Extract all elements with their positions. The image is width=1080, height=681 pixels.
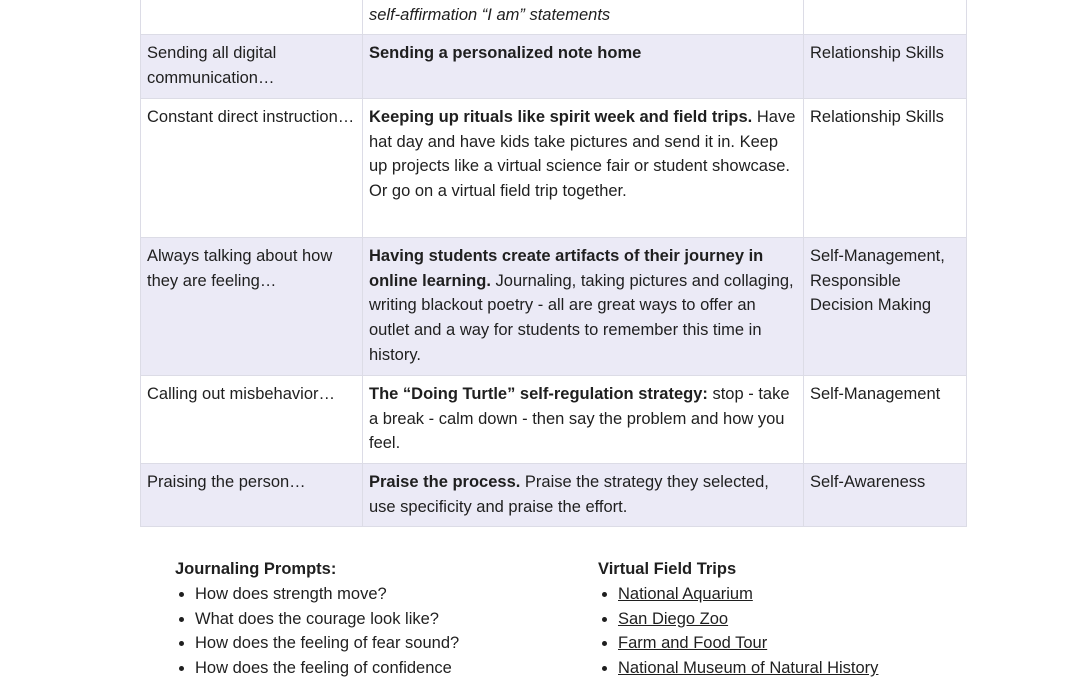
strategy-cell: [363, 98, 804, 237]
table-row: [141, 98, 967, 237]
behavior-cell: Calling out misbehavior…: [141, 375, 363, 463]
list-item: [618, 631, 878, 656]
strategy-title: Having students create artifacts of their journey in online learning.: [369, 246, 764, 290]
strategy-text: stop - take a break - calm down - then say the problem and how you feel.: [369, 384, 790, 453]
virtual-field-trips-section: [598, 557, 878, 681]
table-row: [141, 34, 967, 98]
farm-food-tour-link[interactable]: Farm and Food Tour: [618, 634, 768, 653]
natural-history-museum-link[interactable]: National Museum of Natural History: [618, 659, 879, 678]
virtual-field-trips-list: [598, 582, 878, 681]
strategy-italic: self-affirmation “I am” statements: [369, 6, 611, 24]
national-aquarium-link[interactable]: National Aquarium: [618, 584, 753, 603]
behavior-cell: Always talking about how they are feeling…: [141, 237, 363, 375]
competency-cell: Relationship Skills: [804, 98, 967, 237]
list-item: • How does the feeling of confidence: [195, 656, 459, 681]
behavior-cell: [141, 0, 363, 34]
strategy-title: The “Doing Turtle” self-regulation strategy:: [369, 384, 708, 403]
table-row: [141, 375, 967, 463]
virtual-field-trips-heading: Virtual Field Trips: [598, 560, 737, 578]
strategy-cell: [363, 0, 804, 34]
strategy-title: Sending a personalized note home: [369, 43, 642, 62]
competency-cell: Relationship Skills: [804, 34, 967, 98]
journaling-prompts-heading: Journaling Prompts:: [175, 560, 337, 578]
sel-strategies-table: [140, 0, 967, 527]
list-item: [618, 607, 878, 632]
competency-cell: Self-Management, Responsible Decision Making: [804, 237, 967, 375]
table-row: [141, 0, 967, 34]
strategy-cell: [363, 375, 804, 463]
strategy-cell: [363, 34, 804, 98]
list-item: • How does strength move?: [195, 582, 459, 607]
list-item: • What does the courage look like?: [195, 607, 459, 632]
strategy-title: Keeping up rituals like spirit week and field trips.: [369, 107, 753, 126]
journaling-prompts-section: [175, 557, 459, 681]
strategy-cell: [363, 237, 804, 375]
journaling-prompts-list: [175, 582, 459, 681]
table-row: [141, 463, 967, 526]
list-item: [618, 656, 878, 681]
table-row: [141, 237, 967, 375]
behavior-cell: Praising the person…: [141, 463, 363, 526]
san-diego-zoo-link[interactable]: San Diego Zoo: [618, 609, 729, 628]
competency-cell: [804, 0, 967, 34]
competency-cell: Self-Management: [804, 375, 967, 463]
competency-cell: Self-Awareness: [804, 463, 967, 526]
strategy-text: Journaling, taking pictures and collaging, writing blackout poetry - all are great ways to offer an outlet and a way for students to remember this time in history.: [369, 271, 794, 364]
list-item: • How does the feeling of fear sound?: [195, 631, 459, 656]
behavior-cell: Sending all digital communication…: [141, 34, 363, 98]
strategy-title: Praise the process.: [369, 472, 521, 491]
strategy-text: Praise the strategy they selected, use specificity and praise the effort.: [369, 472, 769, 516]
list-item: [618, 582, 878, 607]
behavior-cell: Constant direct instruction…: [141, 98, 363, 237]
strategy-text: Have hat day and have kids take pictures and send it in. Keep up projects like a virtual science fair or student showcase. Or go on a virtual field trip together.: [369, 107, 796, 201]
strategy-cell: [363, 463, 804, 526]
